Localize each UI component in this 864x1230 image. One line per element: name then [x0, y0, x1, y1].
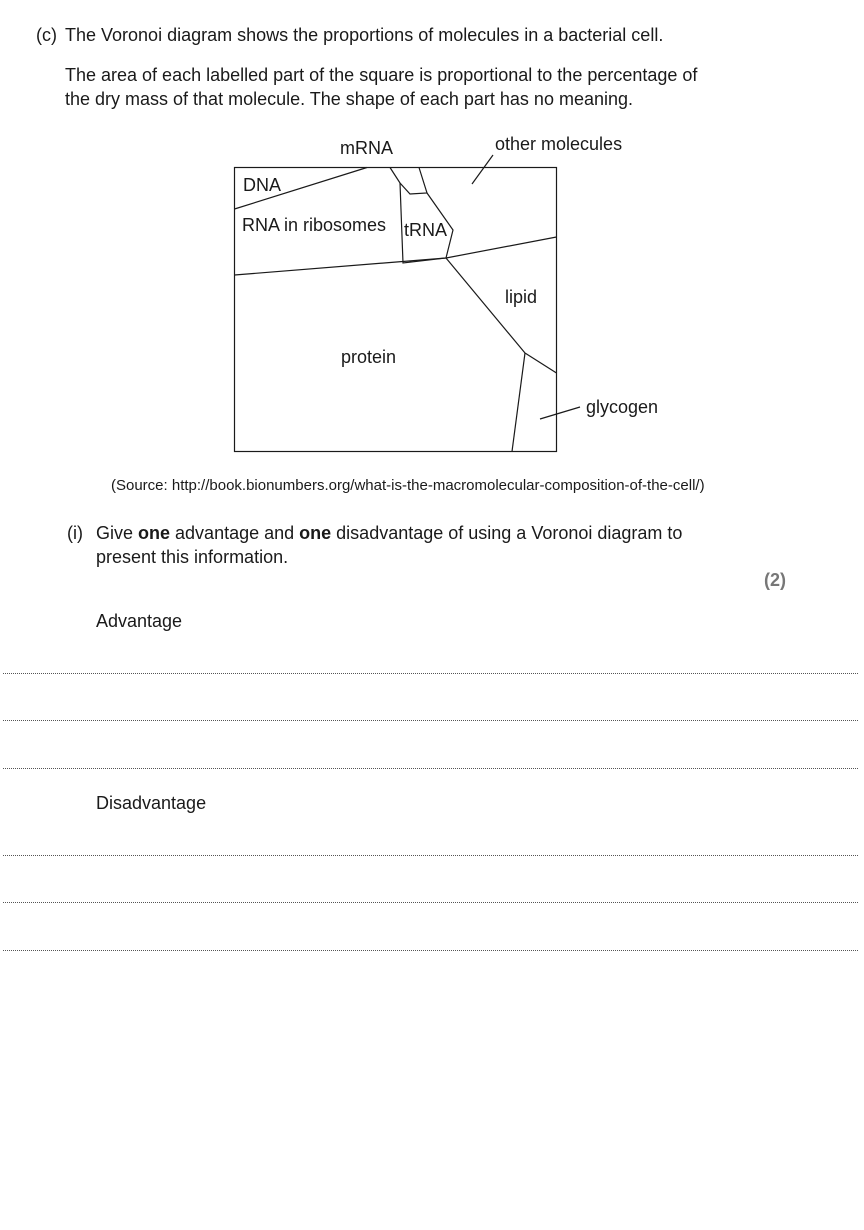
- disadvantage-answer-line-2[interactable]: [3, 902, 858, 903]
- rna-ribosomes-label: RNA in ribosomes: [242, 215, 387, 235]
- mrna-label: mRNA: [340, 138, 393, 158]
- protein-glycogen-boundary: [512, 353, 525, 452]
- ribosome-protein-boundary: [235, 258, 447, 275]
- question-paragraph-line-1: The area of each labelled part of the square is proportional to the percentage of: [65, 65, 698, 85]
- question-part-label: (c): [36, 25, 57, 45]
- diagram-square: [235, 168, 557, 452]
- other-molecules-label: other molecules: [495, 134, 623, 154]
- dna-label: DNA: [243, 175, 282, 195]
- disadvantage-label: Disadvantage: [96, 793, 207, 813]
- disadvantage-answer-line-1[interactable]: [3, 855, 858, 856]
- subquestion-bold-one-2: one: [299, 523, 332, 543]
- advantage-answer-line-2[interactable]: [3, 720, 858, 721]
- disadvantage-answer-line-3[interactable]: [3, 950, 858, 951]
- question-stem: The Voronoi diagram shows the proportions of molecules in a bacterial cell.: [65, 25, 664, 45]
- advantage-answer-line-3[interactable]: [3, 768, 858, 769]
- other-molecules-leader: [472, 155, 493, 184]
- marks-badge: (2): [764, 570, 786, 590]
- subquestion-line-1: [96, 521, 682, 545]
- source-citation: (Source: http://book.bionumbers.org/what-is-the-macromolecular-composition-of-the-cell/): [111, 477, 705, 494]
- subquestion-line-2: present this information.: [96, 547, 289, 567]
- subquestion-text-1: Give: [96, 523, 139, 543]
- protein-label: protein: [341, 347, 397, 367]
- lipid-label: lipid: [505, 287, 538, 307]
- other-lipid-boundary: [446, 237, 557, 258]
- mrna-boundary: [390, 168, 427, 195]
- subquestion-text-3: disadvantage of using a Voronoi diagram to: [331, 523, 683, 543]
- glycogen-label: glycogen: [586, 397, 659, 417]
- voronoi-diagram: [0, 0, 864, 470]
- lipid-glycogen-boundary: [525, 353, 557, 373]
- trna-label: tRNA: [404, 220, 448, 240]
- subquestion-label: (i): [67, 523, 83, 543]
- subquestion-bold-one-1: one: [138, 523, 171, 543]
- advantage-label: Advantage: [96, 611, 183, 631]
- question-paragraph-line-2: the dry mass of that molecule. The shape of each part has no meaning.: [65, 89, 634, 109]
- advantage-answer-line-1[interactable]: [3, 673, 858, 674]
- subquestion-text-2: advantage and: [170, 523, 300, 543]
- glycogen-leader: [540, 407, 580, 419]
